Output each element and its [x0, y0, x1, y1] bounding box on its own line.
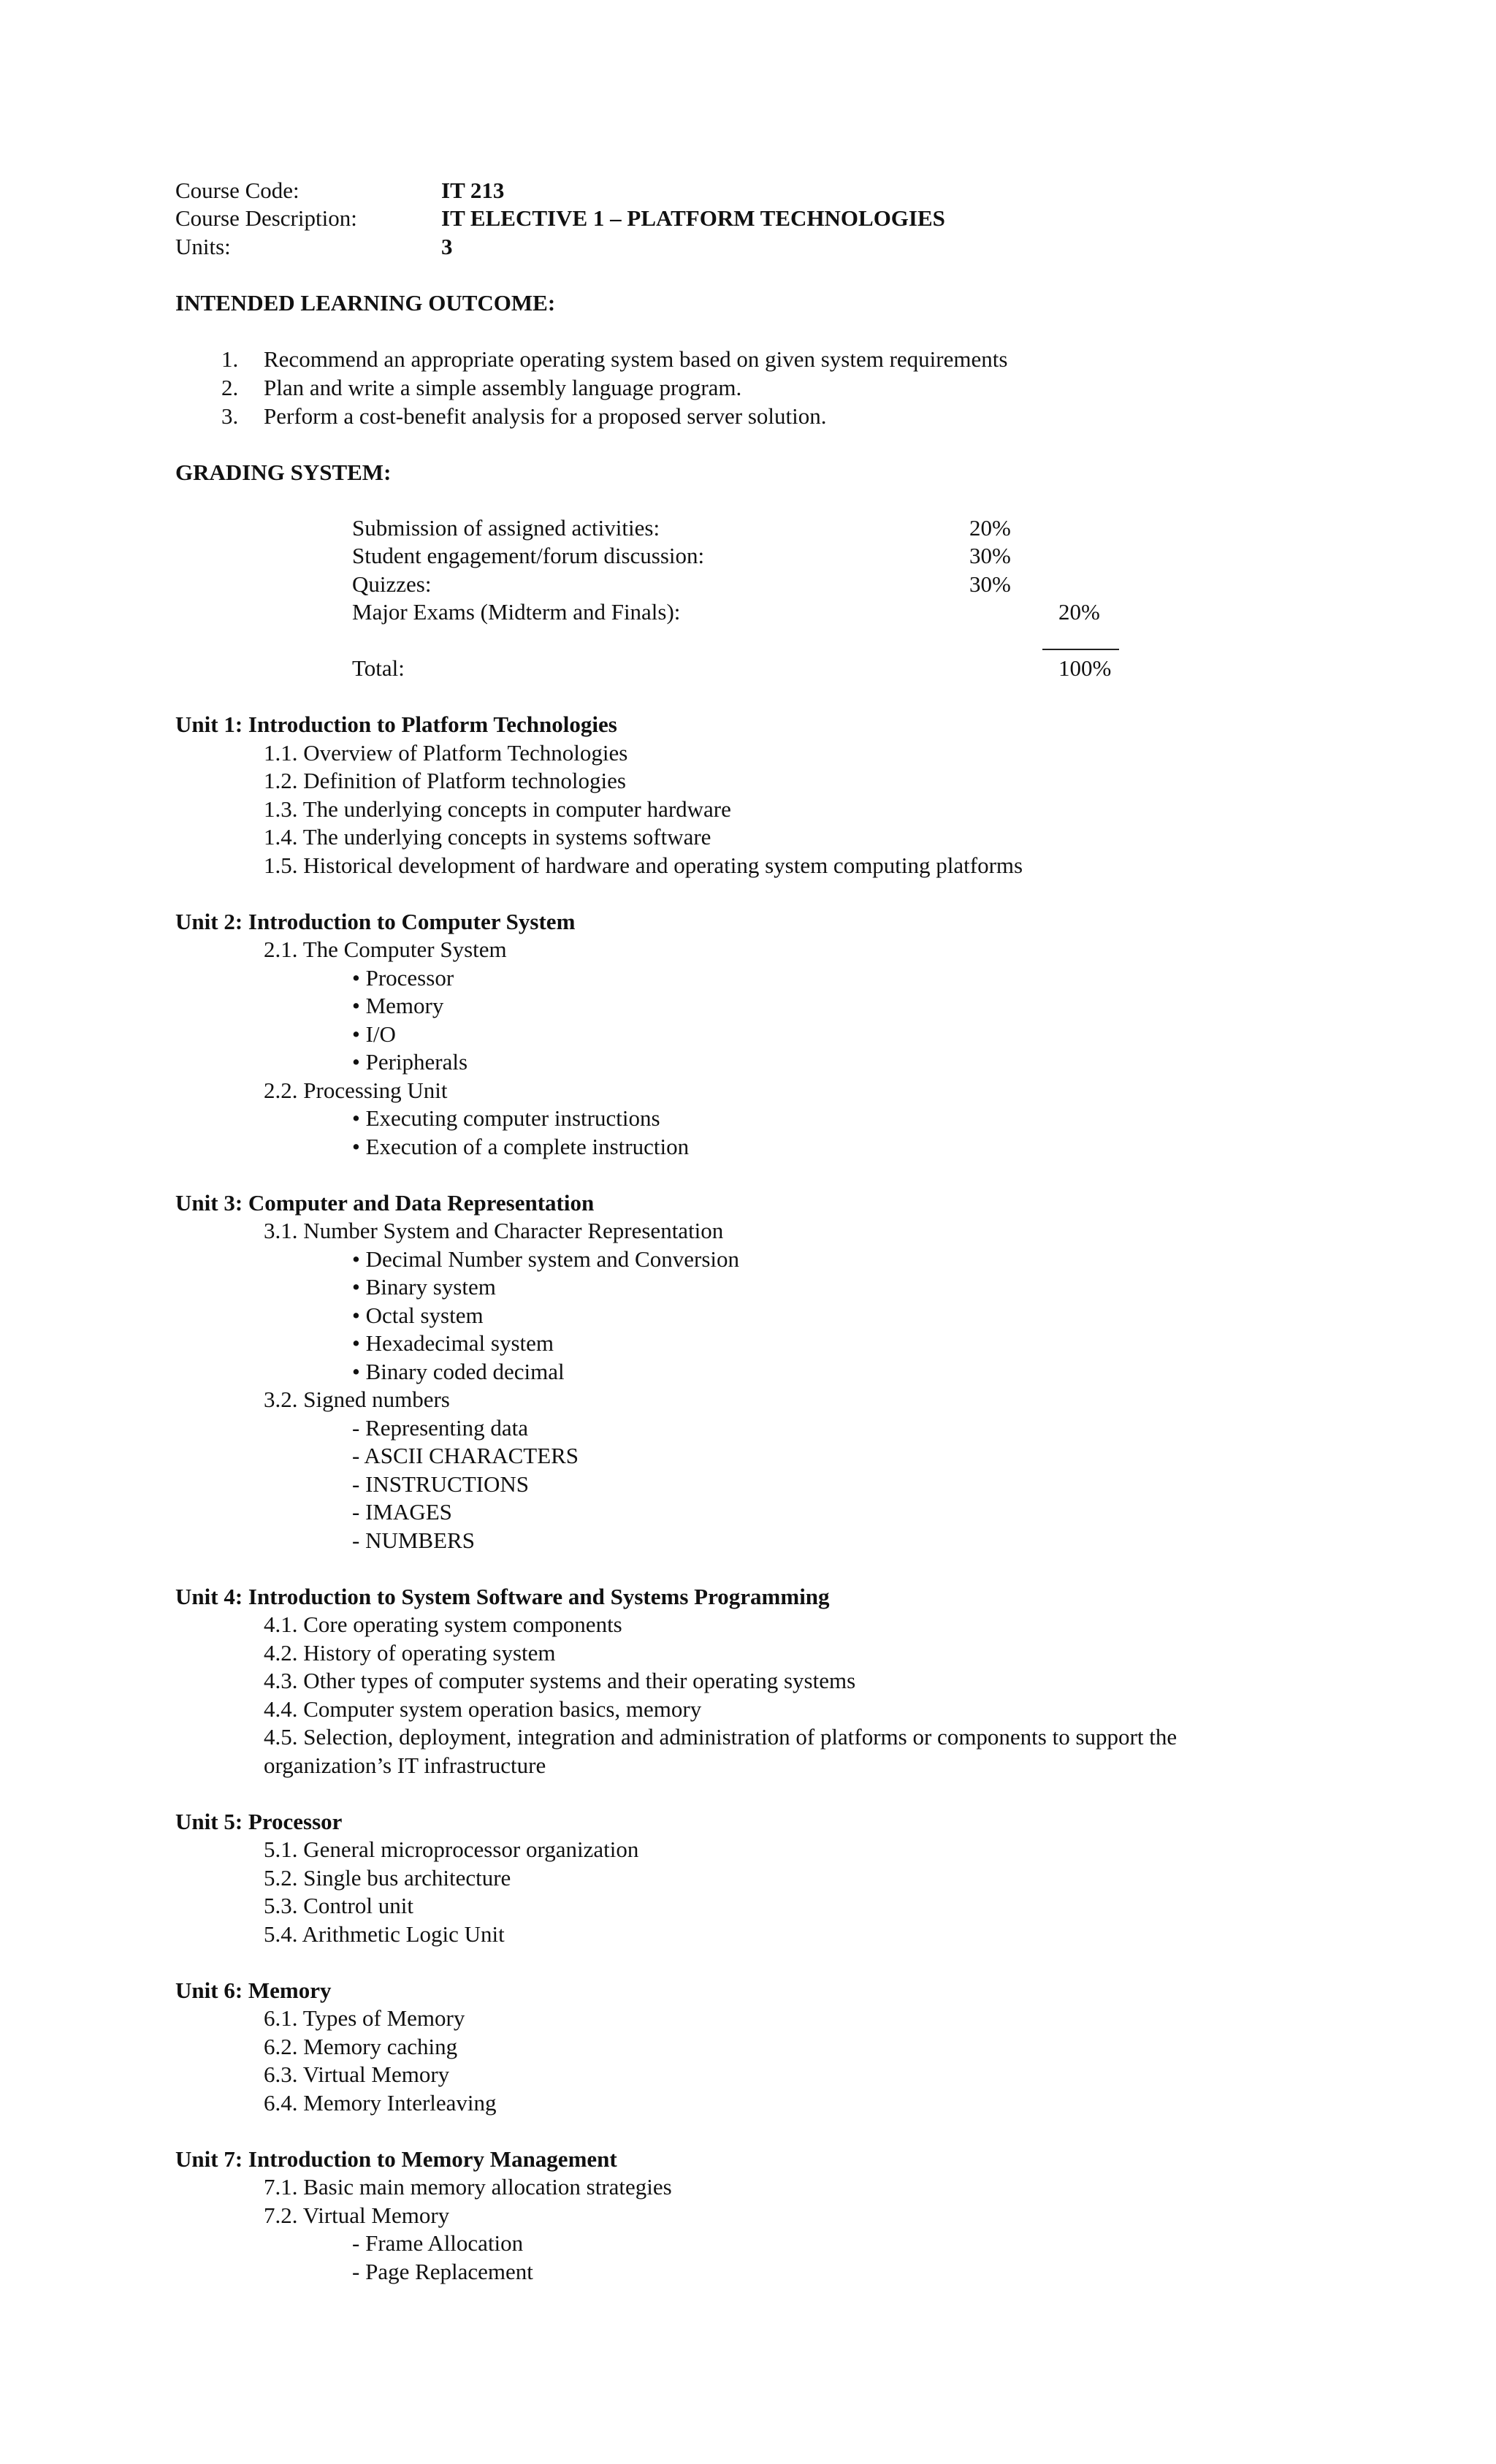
course-code-value: IT 213	[441, 178, 505, 203]
unit-bullet: • Memory	[352, 993, 444, 1018]
unit-line: 4.5. Selection, deployment, integration and administration of platforms or components to support the	[264, 1724, 1178, 1750]
unit-line: 5.3. Control unit	[264, 1893, 413, 1918]
unit-line: 5.4. Arithmetic Logic Unit	[264, 1921, 505, 1947]
unit-line: 4.4. Computer system operation basics, memory	[264, 1696, 702, 1722]
unit-bullet: • Executing computer instructions	[352, 1105, 660, 1131]
unit-title: Unit 1: Introduction to Platform Technologies	[175, 712, 617, 737]
outcome-number: 1.	[221, 346, 239, 372]
unit-line: 1.5. Historical development of hardware and operating system computing platforms	[264, 853, 1023, 878]
unit-line: 4.2. History of operating system	[264, 1640, 556, 1666]
unit-dash-item: - NUMBERS	[352, 1527, 475, 1553]
grading-row-value: 30%	[969, 543, 1011, 568]
unit-line: 3.2. Signed numbers	[264, 1387, 450, 1412]
unit-bullet: • Hexadecimal system	[352, 1330, 554, 1356]
unit-line: 2.2. Processing Unit	[264, 1077, 448, 1103]
unit-line: 1.1. Overview of Platform Technologies	[264, 740, 628, 766]
unit-line: 4.3. Other types of computer systems and their operating systems	[264, 1668, 856, 1693]
grading-row-label: Major Exams (Midterm and Finals):	[352, 599, 681, 625]
unit-bullet: • Octal system	[352, 1302, 484, 1328]
unit-dash-item: - IMAGES	[352, 1499, 452, 1525]
unit-line: 7.2. Virtual Memory	[264, 2202, 450, 2228]
unit-line: 6.4. Memory Interleaving	[264, 2090, 497, 2116]
units-value: 3	[441, 234, 453, 259]
outcome-text: Perform a cost-benefit analysis for a proposed server solution.	[264, 403, 827, 429]
unit-bullet: • Execution of a complete instruction	[352, 1134, 690, 1159]
units-label: Units:	[175, 234, 231, 259]
unit-line-continuation: organization’s IT infrastructure	[264, 1752, 546, 1778]
unit-dash-item: - Frame Allocation	[352, 2230, 524, 2256]
unit-line: 1.2. Definition of Platform technologies	[264, 768, 626, 793]
unit-bullet: • Binary system	[352, 1274, 496, 1300]
grading-total-value: 100%	[1058, 655, 1112, 681]
unit-line: 4.1. Core operating system components	[264, 1611, 622, 1637]
unit-title: Unit 6: Memory	[175, 1977, 332, 2003]
grading-total-label: Total:	[352, 655, 405, 681]
unit-line: 2.1. The Computer System	[264, 937, 507, 962]
unit-line: 7.1. Basic main memory allocation strategies	[264, 2174, 672, 2200]
total-underline	[1042, 649, 1119, 650]
course-code-label: Course Code:	[175, 178, 299, 203]
outcome-text: Recommend an appropriate operating system based on given system requirements	[264, 346, 1008, 372]
grading-row-value: 20%	[1058, 599, 1100, 625]
unit-line: 5.2. Single bus architecture	[264, 1865, 511, 1891]
outcomes-heading: INTENDED LEARNING OUTCOME:	[175, 290, 556, 316]
unit-dash-item: - Page Replacement	[352, 2259, 533, 2284]
unit-bullet: • Decimal Number system and Conversion	[352, 1246, 739, 1272]
outcome-number: 2.	[221, 375, 239, 400]
unit-title: Unit 4: Introduction to System Software and Systems Programming	[175, 1584, 830, 1609]
grading-row-label: Quizzes:	[352, 571, 432, 597]
grading-row-label: Student engagement/forum discussion:	[352, 543, 705, 568]
unit-title: Unit 7: Introduction to Memory Management	[175, 2146, 617, 2172]
grading-row-value: 30%	[969, 571, 1011, 597]
course-description-label: Course Description:	[175, 205, 357, 231]
unit-line: 3.1. Number System and Character Representation	[264, 1218, 724, 1243]
unit-line: 1.3. The underlying concepts in computer hardware	[264, 796, 731, 822]
unit-bullet: • Peripherals	[352, 1049, 468, 1075]
grading-heading: GRADING SYSTEM:	[175, 459, 392, 485]
unit-bullet: • Binary coded decimal	[352, 1359, 565, 1384]
unit-dash-item: - ASCII CHARACTERS	[352, 1443, 579, 1468]
unit-title: Unit 5: Processor	[175, 1809, 343, 1834]
unit-line: 1.4. The underlying concepts in systems software	[264, 824, 711, 850]
grading-row-value: 20%	[969, 515, 1011, 541]
course-description-value: IT ELECTIVE 1 – PLATFORM TECHNOLOGIES	[441, 205, 945, 231]
unit-dash-item: - Representing data	[352, 1415, 529, 1441]
unit-line: 6.2. Memory caching	[264, 2034, 458, 2059]
unit-line: 6.1. Types of Memory	[264, 2005, 465, 2031]
outcome-text: Plan and write a simple assembly language program.	[264, 375, 742, 400]
unit-bullet: • Processor	[352, 965, 454, 991]
unit-line: 5.1. General microprocessor organization	[264, 1836, 639, 1862]
unit-line: 6.3. Virtual Memory	[264, 2061, 450, 2087]
grading-row-label: Submission of assigned activities:	[352, 515, 660, 541]
unit-dash-item: - INSTRUCTIONS	[352, 1471, 529, 1497]
unit-bullet: • I/O	[352, 1021, 396, 1047]
unit-title: Unit 2: Introduction to Computer System	[175, 909, 576, 934]
unit-title: Unit 3: Computer and Data Representation	[175, 1190, 595, 1216]
outcome-number: 3.	[221, 403, 239, 429]
